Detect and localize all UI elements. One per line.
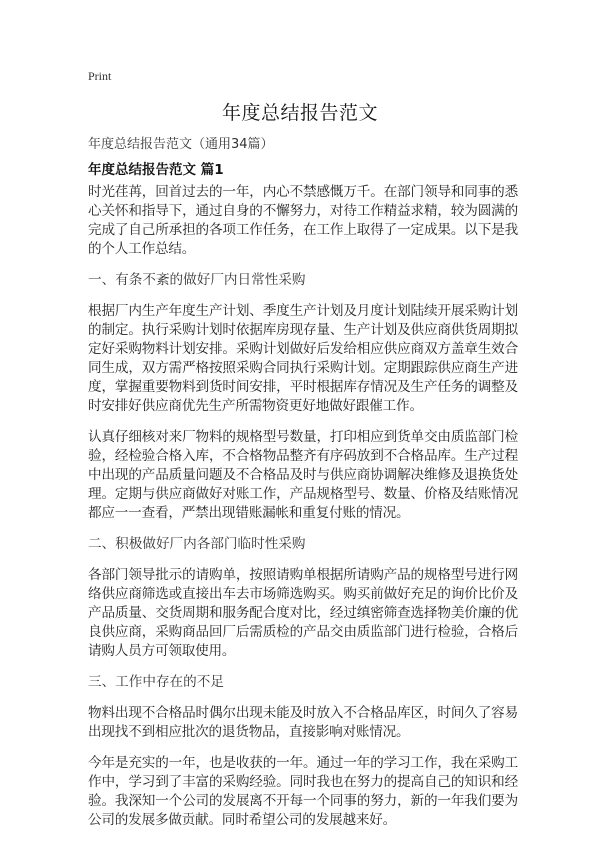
paragraph: 认真仔细核对来厂物料的规格型号数量，打印相应到货单交由质监部门检验，经检验合格入库，不合格物品整齐有序码放到不合格品库。生产过程中出现的产品质量问题及不合格品及时与供应商协调解决维修及退换货处理。定期与供应商做好对账工作，产品规格型号、数量、价格及结账情况都应一一查看，严禁出现错账漏帐和重复付账的情况。	[88, 429, 518, 521]
paragraph: 今年是充实的一年，也是收获的一年。通过一年的学习工作，我在采购工作中，学习到了丰富的采购经验。同时我也在努力的提高自己的知识和经验。我深知一个公司的发展离不开每一个同事的努力，新的一年我们要为公司的发展多做贡献。同时希望公司的发展越来好。	[88, 755, 518, 828]
section-heading: 三、工作中存在的不足	[88, 674, 224, 690]
document-subtitle: 年度总结报告范文（通用34篇）	[88, 137, 274, 152]
section-heading: 二、积极做好厂内各部门临时性采购	[88, 536, 306, 552]
section-heading: 一、有条不紊的做好厂内日常性采购	[88, 272, 306, 288]
print-label: Print	[88, 69, 112, 83]
document-body	[88, 183, 518, 842]
paragraph: 物料出现不合格品时偶尔出现未能及时放入不合格品库区，时间久了容易出现找不到相应批次的退货物品，直接影响对账情况。	[88, 705, 518, 740]
chapter-heading: 年度总结报告范文 篇1	[88, 162, 224, 178]
paragraph: 根据厂内生产年度生产计划、季度生产计划及月度计划陆续开展采购计划的制定。执行采购计划时依据库房现存量、生产计划及供应商供货周期拟定好采购物料计划安排。采购计划做好后发给相应供应商双方盖章生效合同生成，双方需严格按照采购合同执行采购计划。定期跟踪供应商生产进度，掌握重要物料到货时间安排，平时根据库存情况及生产任务的调整及时安排好供应商优先生产所需物资更好地做好跟催工作。	[88, 303, 518, 414]
paragraph: 各部门领导批示的请购单，按照请购单根据所请购产品的规格型号进行网络供应商筛选或直接出车去市场筛选购买。购买前做好充足的询价比价及产品质量、交货周期和服务配合度对比，经过缜密筛查选择物美价廉的优良供应商，采购商品回厂后需质检的产品交由质监部门进行检验，合格后请购人员方可领取使用。	[88, 567, 518, 659]
paragraph: 时光荏苒，回首过去的一年，内心不禁感慨万千。在部门领导和同事的悉心关怀和指导下，通过自身的不懈努力，对待工作精益求精，较为圆满的完成了自己所承担的各项工作任务，在工作上取得了一定成果。以下是我的个人工作总结。	[88, 184, 518, 257]
document-title: 年度总结报告范文	[221, 102, 378, 124]
